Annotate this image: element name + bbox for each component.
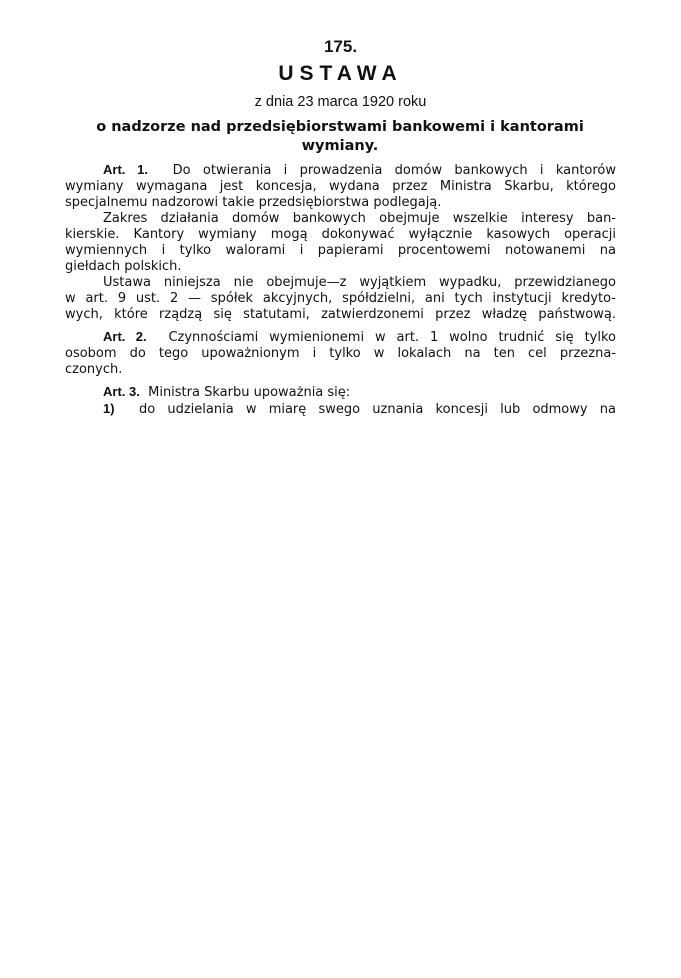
art3-item-1 — [103, 401, 616, 418]
art2-text-1: Czynnościami wymienionemi w art. 1 wolno trudnić się tylko — [168, 330, 617, 345]
act-date: z dnia 23 marca 1920 roku — [254, 94, 427, 110]
art1-line-5: kierskie. Kantory wymiany mogą dokonywać wyłącznie kasowych operacji — [65, 227, 616, 242]
art1-line-6: wymiennych i tylko walorami i papierami procentowemi notowanemi na — [65, 243, 616, 258]
subject-line-2: wymiany. — [301, 138, 379, 154]
article-2 — [65, 329, 617, 378]
art1-line-10: wych, które rządzą się statutami, zatwierdzonemi przez władzę państwową. — [65, 307, 616, 322]
act-number: 175. — [323, 37, 358, 56]
art1-line-2: wymiany wymagana jest koncesja, wydana przez Ministra Skarbu, którego — [65, 179, 616, 194]
act-title: USTAWA — [278, 62, 403, 85]
art3-label: Art. 3. — [103, 384, 140, 399]
art2-line-1 — [103, 329, 616, 346]
art1-label: Art. 1. — [103, 162, 149, 177]
art1-p1-text-1: Do otwierania i prowadzenia domów bankowych i kantorów — [172, 163, 617, 178]
subject-line-1: o nadzorze nad przedsiębiorstwami bankowemi i kantorami — [96, 119, 584, 135]
art3-item-1-text: do udzielania w miarę swego uznania koncesji lub odmowy na — [138, 402, 616, 417]
art2-line-2: osobom do tego upoważnionym i tylko w lokalach na ten cel przezna- — [65, 346, 616, 361]
art2-label: Art. 2. — [103, 329, 147, 344]
document-body — [65, 162, 617, 418]
art3-line-1 — [103, 384, 616, 401]
art1-line-9: w art. 9 ust. 2 — spółek akcyjnych, spółdzielni, ani tych instytucji kredyto- — [65, 291, 616, 306]
art1-line-1 — [103, 162, 616, 179]
article-1 — [65, 162, 617, 323]
art1-line-8: Ustawa niniejsza nie obejmuje—z wyjątkiem wypadku, przewidzianego — [103, 275, 616, 290]
art2-line-3: czonych. — [65, 362, 123, 377]
art1-line-4: Zakres działania domów bankowych obejmuje wszelkie interesy ban- — [103, 211, 616, 226]
art1-line-3: specjalnemu nadzorowi takie przedsiębiorstwa podlegają. — [65, 195, 442, 210]
article-3 — [103, 384, 616, 418]
act-subject — [70, 118, 610, 156]
art3-item-1-number: 1) — [103, 401, 115, 416]
art3-text-1: Ministra Skarbu upoważnia się: — [148, 385, 351, 400]
art1-line-7: giełdach polskich. — [65, 259, 182, 274]
